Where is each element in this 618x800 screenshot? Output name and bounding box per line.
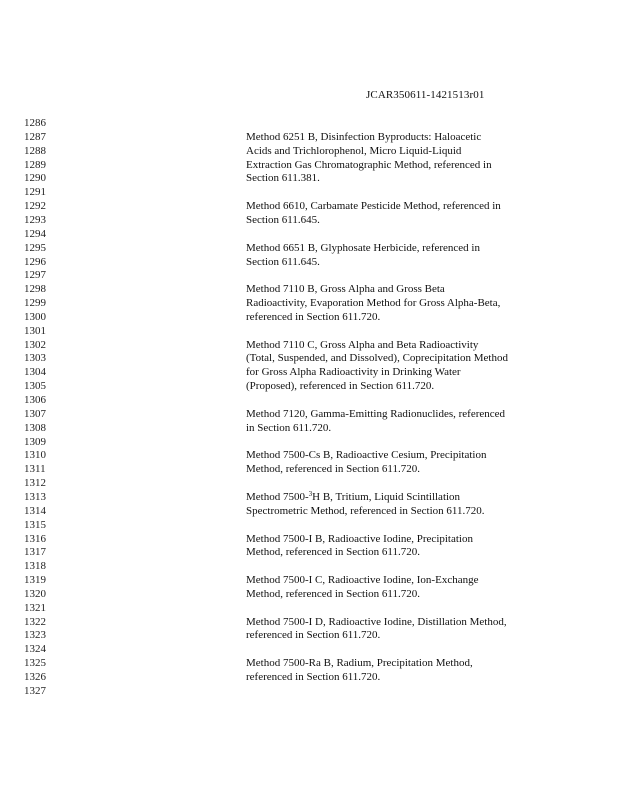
- line-text: Section 611.645.: [246, 213, 320, 226]
- document-line: [0, 283, 618, 297]
- line-number: 1311: [24, 463, 46, 476]
- line-text: Method 7500-I B, Radioactive Iodine, Precipitation: [246, 532, 473, 545]
- line-number: 1302: [24, 338, 46, 351]
- line-text: Section 611.381.: [246, 172, 320, 185]
- line-number: 1306: [24, 394, 46, 406]
- document-line: [0, 546, 618, 560]
- document-line: [0, 560, 618, 574]
- document-line: [0, 616, 618, 630]
- line-text-part: H B, Tritium, Liquid Scintillation: [312, 490, 461, 503]
- line-number: 1327: [24, 684, 46, 697]
- line-number: 1290: [24, 172, 46, 185]
- line-number: 1314: [24, 504, 46, 517]
- document-line: [0, 200, 618, 214]
- line-number: 1295: [24, 241, 46, 254]
- document-line: [0, 352, 618, 366]
- line-number: 1307: [24, 407, 46, 420]
- line-text: (Proposed), referenced in Section 611.720.: [246, 380, 435, 393]
- line-text: Method 7500-I C, Radioactive Iodine, Ion-Exchange: [246, 574, 479, 587]
- line-number: 1293: [24, 213, 46, 226]
- line-number: 1301: [24, 324, 46, 337]
- line-text: referenced in Section 611.720.: [246, 671, 381, 683]
- document-line: [0, 242, 618, 256]
- line-number: 1303: [24, 352, 46, 365]
- line-number: 1296: [24, 255, 46, 268]
- document-line: [0, 325, 618, 339]
- document-line: [0, 159, 618, 173]
- line-number: 1324: [24, 643, 46, 656]
- document-line: [0, 657, 618, 671]
- line-number: 1315: [24, 518, 46, 531]
- document-line: [0, 339, 618, 353]
- line-number: 1320: [24, 587, 46, 600]
- line-text: Method 7500-Cs B, Radioactive Cesium, Precipitation: [246, 449, 487, 462]
- document-line: [0, 533, 618, 547]
- line-number: 1292: [24, 200, 46, 213]
- document-id: JCAR350611-1421513r01: [366, 89, 485, 101]
- line-number: 1297: [24, 269, 46, 282]
- line-number: 1310: [24, 449, 46, 462]
- line-text: Method 7500-Ra B, Radium, Precipitation Method,: [246, 657, 473, 670]
- document-line: [0, 117, 618, 131]
- line-number: 1325: [24, 657, 46, 670]
- line-text: Method 7500-I D, Radioactive Iodine, Distillation Method,: [246, 615, 507, 628]
- line-number: 1299: [24, 297, 46, 310]
- line-number: 1308: [24, 421, 46, 434]
- line-number: 1323: [24, 629, 46, 642]
- line-text: Method, referenced in Section 611.720.: [246, 546, 421, 559]
- document-line: [0, 685, 618, 699]
- line-text: in Section 611.720.: [246, 421, 332, 434]
- document-line: [0, 602, 618, 616]
- document-line: [0, 463, 618, 477]
- document-line: [0, 574, 618, 588]
- document-line: [0, 297, 618, 311]
- document-line: [0, 186, 618, 200]
- line-number: 1288: [24, 144, 46, 157]
- line-text: referenced in Section 611.720.: [246, 629, 381, 642]
- line-text: Method 6610, Carbamate Pesticide Method, referenced in: [246, 200, 501, 213]
- document-line: [0, 380, 618, 394]
- document-line: [0, 214, 618, 228]
- line-number: 1294: [24, 227, 46, 240]
- document-line: [0, 449, 618, 463]
- line-number: 1316: [24, 532, 46, 545]
- document-line: [0, 131, 618, 145]
- document-line: [0, 671, 618, 685]
- line-text: Section 611.645.: [246, 255, 320, 268]
- line-text: referenced in Section 611.720.: [246, 310, 381, 323]
- line-number: 1298: [24, 283, 46, 296]
- line-text: Method 7110 B, Gross Alpha and Gross Beta: [246, 283, 445, 296]
- line-number: 1326: [24, 671, 46, 683]
- line-text: Method, referenced in Section 611.720.: [246, 587, 421, 600]
- line-text: Acids and Trichlorophenol, Micro Liquid-Liquid: [246, 144, 462, 157]
- line-text: Method 6251 B, Disinfection Byproducts: Haloacetic: [246, 130, 482, 143]
- document-line: [0, 588, 618, 602]
- line-number: 1289: [24, 158, 46, 171]
- line-number: 1300: [24, 310, 46, 323]
- line-number: 1305: [24, 380, 46, 393]
- isotope-superscript: 3: [308, 489, 313, 498]
- line-number: 1304: [24, 366, 46, 379]
- line-text-part: Method 7500-: [246, 490, 309, 503]
- document-line: [0, 228, 618, 242]
- document-line: [0, 366, 618, 380]
- line-text: Radioactivity, Evaporation Method for Gross Alpha-Beta,: [246, 297, 501, 310]
- line-text: Method, referenced in Section 611.720.: [246, 463, 421, 476]
- document-line: [0, 477, 618, 491]
- document-line: [0, 394, 618, 408]
- line-number: 1318: [24, 560, 46, 573]
- document-line: [0, 145, 618, 159]
- line-number: 1312: [24, 477, 46, 490]
- document-line: [0, 311, 618, 325]
- document-line: [0, 643, 618, 657]
- line-text: Method 7120, Gamma-Emitting Radionuclides, referenced: [246, 407, 506, 420]
- document-line: [0, 256, 618, 270]
- line-number: 1317: [24, 546, 46, 559]
- line-text: Method 6651 B, Glyphosate Herbicide, referenced in: [246, 241, 480, 254]
- document-line: [0, 629, 618, 643]
- line-text: [246, 491, 460, 505]
- document-line: [0, 505, 618, 519]
- document-line: [0, 408, 618, 422]
- document-line: [0, 491, 618, 505]
- document-line: [0, 172, 618, 186]
- line-number: 1322: [24, 615, 46, 628]
- line-number: 1321: [24, 601, 46, 614]
- document-line: [0, 436, 618, 450]
- line-number: 1313: [24, 490, 46, 503]
- line-text: (Total, Suspended, and Dissolved), Coprecipitation Method: [246, 352, 508, 365]
- line-number: 1291: [24, 186, 46, 199]
- line-number: 1286: [24, 117, 46, 129]
- line-text: for Gross Alpha Radioactivity in Drinking Water: [246, 366, 461, 379]
- line-number: 1287: [24, 130, 46, 143]
- line-number: 1319: [24, 574, 46, 587]
- document-line: [0, 519, 618, 533]
- line-text: Extraction Gas Chromatographic Method, referenced in: [246, 158, 492, 171]
- line-number: 1309: [24, 435, 46, 448]
- line-text: Spectrometric Method, referenced in Section 611.720.: [246, 504, 485, 517]
- line-text: Method 7110 C, Gross Alpha and Beta Radioactivity: [246, 338, 479, 351]
- document-line: [0, 269, 618, 283]
- document-line: [0, 422, 618, 436]
